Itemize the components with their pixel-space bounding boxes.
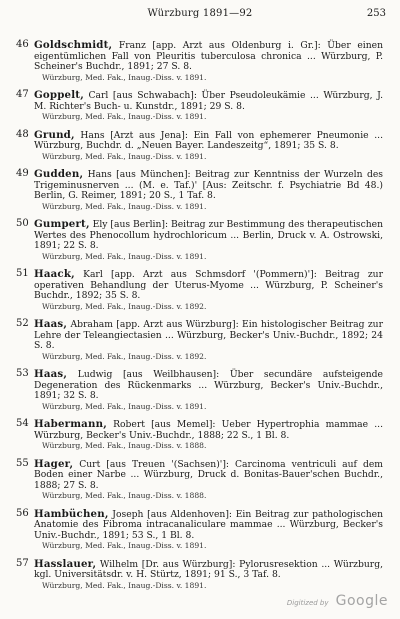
entry-text: Curt [aus Treuen '(Sachsen)']: Carcinoma ventriculi auf dem Boden einer Narbe ... Würzburg, Druck d. Bonitas-Bauer'schen Buchdr., 1888; 27 S. 8.	[34, 458, 383, 491]
running-title: Würzburg 1891—92	[147, 8, 253, 19]
entry-number: 51	[16, 268, 29, 279]
author-name: Grund,	[34, 128, 75, 141]
list-item	[18, 169, 383, 211]
entry-number: 57	[16, 557, 29, 569]
list-item	[18, 459, 383, 501]
list-item	[18, 40, 383, 82]
author-name: Habermann,	[34, 418, 107, 430]
entry-text: Ely [aus Berlin]: Beitrag zur Bestimmung des therapeutischen Wertes des Phenocollum hydrochloricum ... Berlin, Druck v. A. Ostrowski, 1891; 22 S. 8.	[34, 219, 384, 251]
list-item	[18, 319, 383, 361]
entry-number: 56	[16, 507, 29, 519]
entry-number: 47	[16, 89, 29, 100]
entry-note: Würzburg, Med. Fak., Inaug.-Diss. v. 1891.	[42, 201, 207, 211]
entry-note: Würzburg, Med. Fak., Inaug.-Diss. v. 1891.	[42, 580, 207, 590]
entry-note: Würzburg, Med. Fak., Inaug.-Diss. v. 1888.	[42, 491, 207, 500]
entry-note: Würzburg, Med. Fak., Inaug.-Diss. v. 1892.	[42, 351, 207, 361]
entry-text: Hans [aus München]: Beitrag zur Kenntniss der Wurzeln des Trigeminusnerven ... (M. e. Taf.)' [Aus: Zeitschr. f. Psychiatrie Bd 48.) Berlin, G. Reimer, 1891; 20 S., 1 Taf. 8.	[34, 169, 383, 201]
author-name: Hambüchen,	[34, 507, 109, 520]
entry-note: Würzburg, Med. Fak., Inaug.-Diss. v. 1892.	[42, 301, 207, 311]
entry-number: 46	[16, 39, 29, 50]
list-item	[18, 419, 383, 451]
digitization-watermark	[268, 590, 388, 609]
entry-note: Würzburg, Med. Fak., Inaug.-Diss. v. 1891.	[42, 541, 207, 550]
entry-note: Würzburg, Med. Fak., Inaug.-Diss. v. 1891.	[42, 151, 207, 161]
entry-text: Carl [aus Schwabach]: Über Pseudoleukämie ... Würzburg, J. M. Richter's Buch- u. Kunstdr., 1891; 29 S. 8.	[34, 90, 383, 112]
entry-number: 55	[16, 457, 29, 469]
running-header	[0, 8, 400, 24]
entry-text: Karl [app. Arzt aus Schmsdorf '(Pommern)']: Beitrag zur operativen Behandlung der Uterus-Myome ... Würzburg, P. Scheiner's Buchdr., 1892; 35 S. 8.	[34, 269, 383, 301]
author-name: Haas,	[34, 318, 68, 330]
entry-text: Abraham [app. Arzt aus Würzburg]: Ein histologischer Beitrag zur Lehre der Teleangiectasien ... Würzburg, Becker's Univ.-Buchdr., 1892; 24 S. 8.	[34, 319, 383, 351]
entry-text: Hans [Arzt aus Jena]: Ein Fall von ephemerer Pneumonie ... Würzburg, Buchdr. d. „Neuen Bayer. Landeszeitg“, 1891; 35 S. 8.	[34, 129, 383, 151]
list-item	[18, 269, 383, 311]
author-name: Hager,	[34, 457, 74, 470]
bibliography-list	[18, 40, 383, 598]
list-item	[18, 369, 383, 411]
page-number: 253	[366, 8, 386, 19]
entry-text: Ludwig [aus Weilbhausen]: Über secundäre aufsteigende Degeneration des Rückenmarks ... Würzburg, Becker's Univ.-Buchdr., 1891; 32 S. 8.	[34, 369, 383, 401]
entry-note: Würzburg, Med. Fak., Inaug.-Diss. v. 1891.	[42, 72, 207, 82]
entry-number: 48	[16, 128, 29, 140]
entry-number: 53	[16, 368, 29, 379]
list-item	[18, 509, 383, 551]
author-name: Haack,	[34, 268, 75, 280]
list-item	[18, 130, 383, 162]
list-item	[18, 90, 383, 122]
entry-number: 54	[16, 418, 29, 429]
entry-note: Würzburg, Med. Fak., Inaug.-Diss. v. 1891.	[42, 251, 207, 261]
author-name: Goldschmidt,	[34, 39, 113, 51]
entry-note: Würzburg, Med. Fak., Inaug.-Diss. v. 1891.	[42, 112, 207, 121]
author-name: Haas,	[34, 368, 68, 380]
entry-number: 50	[16, 218, 29, 229]
entry-text: Robert [aus Memel]: Ueber Hypertrophia mammae ... Würzburg, Becker's Univ.-Buchdr., 1888; 22 S., 1 Bl. 8.	[34, 419, 383, 441]
entry-text: Wilhelm [Dr. aus Würzburg]: Pylorusresektion ... Würzburg, kgl. Universitätsdr. v. H. Stürtz, 1891; 91 S., 3 Taf. 8.	[34, 558, 383, 580]
watermark-logo: Google	[335, 593, 388, 609]
watermark-label: Digitized by	[286, 599, 329, 607]
author-name: Gumpert,	[34, 218, 90, 230]
entry-number: 49	[16, 168, 29, 179]
entry-text: Franz [app. Arzt aus Oldenburg i. Gr.]: Über einen eigentümlichen Fall von Pleuritis tuberculosa chronica ... Würzburg, P. Scheiner's Buchdr., 1891; 27 S. 8.	[34, 40, 383, 72]
author-name: Hasslauer,	[34, 557, 97, 570]
author-name: Gudden,	[34, 168, 84, 180]
list-item	[18, 219, 383, 261]
entry-text: Joseph [aus Aldenhoven]: Ein Beitrag zur pathologischen Anatomie des Fibroma intracanaliculare mammae ... Würzburg, Becker's Univ.-Buchdr., 1891; 53 S., 1 Bl. 8.	[34, 508, 383, 541]
list-item	[18, 559, 383, 591]
entry-note: Würzburg, Med. Fak., Inaug.-Diss. v. 1891.	[42, 401, 207, 411]
entry-number: 52	[16, 318, 29, 329]
entry-note: Würzburg, Med. Fak., Inaug.-Diss. v. 1888.	[42, 441, 207, 450]
author-name: Goppelt,	[34, 89, 84, 101]
